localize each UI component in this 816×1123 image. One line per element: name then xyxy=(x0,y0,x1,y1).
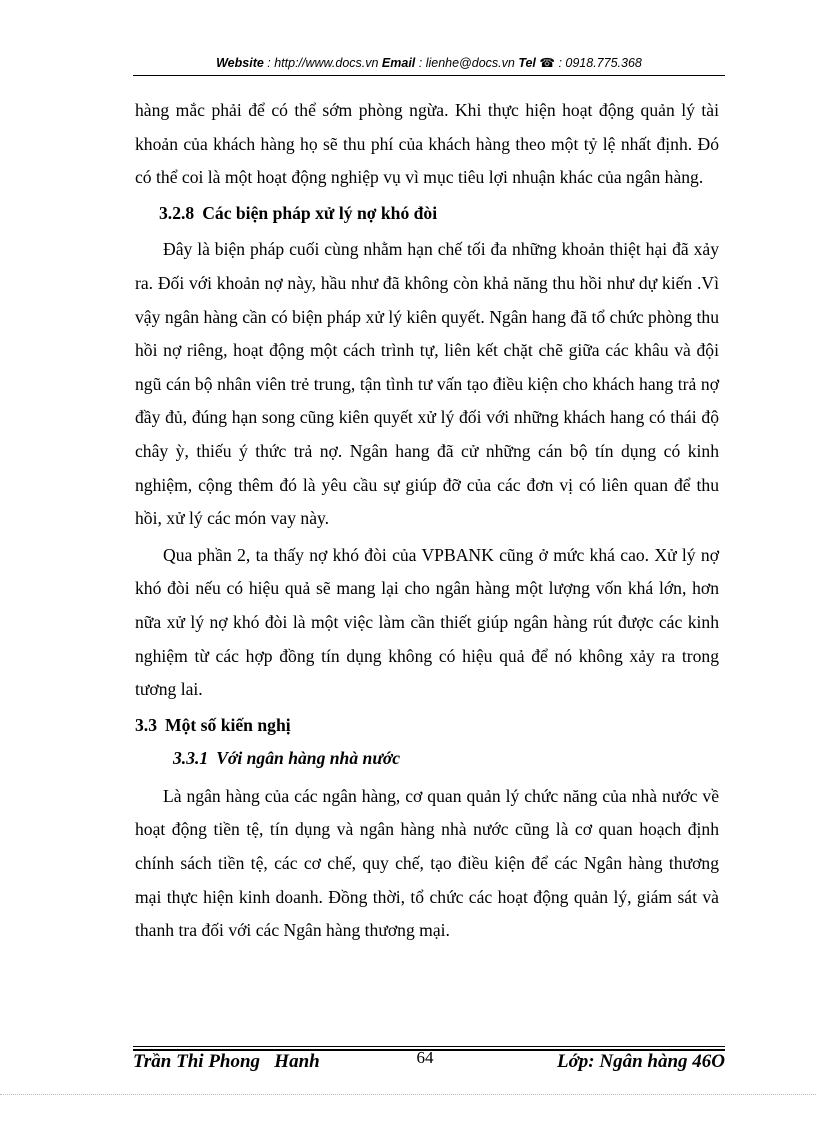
tel-value: : 0918.775.368 xyxy=(554,56,642,70)
paragraph-vpbank: Qua phần 2, ta thấy nợ khó đòi của VPBANK cũng ở mức khá cao. Xử lý nợ khó đòi nếu có hiệu quả sẽ mang lại cho ngân hàng một lượng vốn khá lớn, hơn nữa xử lý nợ khó đòi là một việc làm cần thiết giúp ngân hàng rút được các kinh nghiệm từ các hợp đồng tín dụng không có hiệu quả để nó không xảy ra trong tương lai. xyxy=(135,544,719,700)
section-number: 3.3 xyxy=(135,714,157,735)
email-value: : lienhe@docs.vn xyxy=(415,56,519,70)
website-value: : http://www.docs.vn xyxy=(263,56,382,70)
email-label: Email xyxy=(381,56,416,70)
page-edge-dots xyxy=(0,1094,816,1095)
section-heading-3-3 xyxy=(135,709,719,743)
phone-icon: ☎ xyxy=(539,56,555,70)
section-heading-3-3-1 xyxy=(135,742,719,776)
website-label: Website xyxy=(216,56,264,70)
paragraph-continuation: hàng mắc phải để có thể sớm phòng ngừa. Khi thực hiện hoạt động quản lý tài khoản của khách hàng họ sẽ thu phí của khách hàng theo một tỷ lệ nhất định. Đó có thể coi là một hoạt động nghiệp vụ vì mục tiêu lợi nhuận khác của ngân hàng. xyxy=(135,100,719,188)
paragraph-debt-measures: Đây là biện pháp cuối cùng nhằm hạn chế tối đa những khoản thiệt hại đã xảy ra. Đối với khoản nợ này, hầu như đã không còn khả năng thu hồi như dự kiến .Vì vậy ngân hàng cần có biện pháp xử lý kiên quyết. Ngân hang đã tổ chức phòng thu hồi nợ riêng, hoạt động một cách trình tự, liên kết chặt chẽ giữa các khâu và đội ngũ cán bộ nhân viên trẻ trung, tận tình tư vấn tạo điều kiện cho khách hang trả nợ đầy đủ, đúng hạn song cũng kiên quyết xử lý đối với những khách hang có thái độ chây ỳ, thiếu ý thức trả nợ. Ngân hang đã cử những cán bộ tín dụng có kinh nghiệm, cộng thêm đó là yêu cầu sự giúp đỡ của các đơn vị có liên quan để thu hồi, xử lý các món vay này. xyxy=(135,239,719,529)
footer-class: Lớp: Ngân hàng 46O xyxy=(556,1051,725,1072)
footer-author: Trần Thi Phong Hanh xyxy=(133,1051,320,1072)
page-body xyxy=(135,94,719,948)
section-heading-3-2-8 xyxy=(135,197,719,231)
section-number: 3.3.1 xyxy=(173,748,209,769)
section-title: Các biện pháp xử lý nợ khó đòi xyxy=(202,202,438,223)
page-number: 64 xyxy=(416,1048,434,1067)
paragraph-state-bank: Là ngân hàng của các ngân hàng, cơ quan quản lý chức năng của nhà nước về hoạt động tiền tệ, tín dụng và ngân hàng nhà nước cũng là cơ quan hoạch định chính sách tiền tệ, các cơ chế, quy chế, tạo điều kiện để các Ngân hàng thương mại thực hiện kinh doanh. Đồng thời, tổ chức các hoạt động quản lý, giám sát và thanh tra đối với các Ngân hàng thương mại. xyxy=(135,785,719,941)
section-title: Với ngân hàng nhà nước xyxy=(216,748,401,769)
page-header xyxy=(133,55,725,71)
header-divider xyxy=(133,75,725,76)
tel-label: Tel xyxy=(518,56,536,70)
section-number: 3.2.8 xyxy=(159,202,195,223)
section-title: Một số kiến nghị xyxy=(165,714,291,735)
